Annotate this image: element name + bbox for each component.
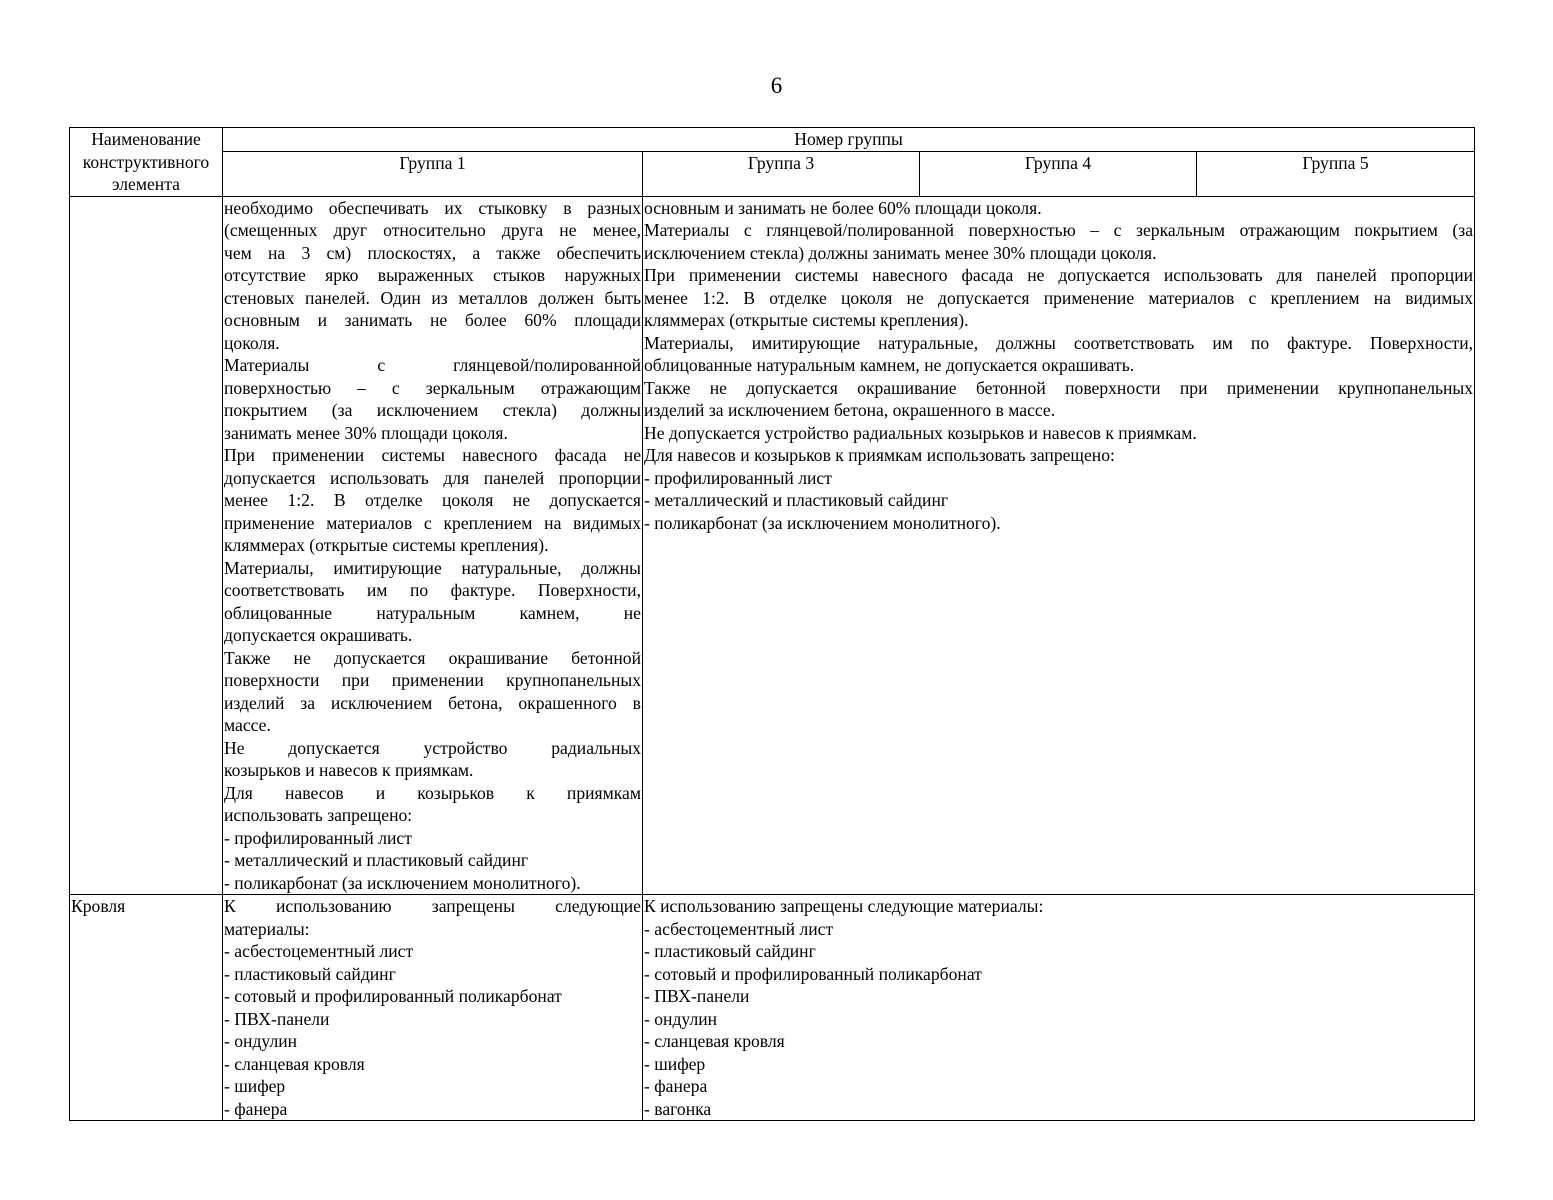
table-header-row-2: [70, 151, 1475, 196]
cell-text-line: - асбестоцементный лист: [644, 918, 834, 939]
cell-text-line: К использованию запрещены следующие материалы:: [644, 896, 1044, 916]
cell-text-line: Не допускается устройство радиальных козырьков и навесов к приямкам.: [644, 422, 1197, 443]
cell-text-line: поверхностью – с зеркальным отражающим: [224, 377, 641, 398]
cell-text-line: Материалы, имитирующие натуральные, должны: [224, 557, 641, 578]
cell-text-line: цоколя.: [224, 332, 280, 353]
cell-text-line: - сланцевая кровля: [644, 1031, 785, 1051]
cell-text-line: - ПВХ-панели: [224, 1008, 330, 1029]
group-1-cell: [223, 196, 643, 895]
cell-text-line: соответствовать им по фактуре. Поверхности,: [224, 580, 641, 600]
cell-text-line: козырьков и навесов к приямкам.: [224, 760, 474, 780]
element-name-header-line: Наименование: [91, 129, 201, 149]
group-1-header: Группа 1: [223, 151, 643, 196]
cell-text-line: - сотовый и профилированный поликарбонат: [224, 986, 562, 1006]
cell-text-line: Также не допускается окрашивание бетонной: [224, 647, 641, 668]
cell-text-line: - профилированный лист: [644, 467, 832, 488]
element-name-header-line: конструктивного: [82, 151, 210, 172]
table-row: [70, 895, 1475, 1121]
cell-text-line: Для навесов и козырьков к приямкам: [224, 782, 641, 803]
cell-text-line: К использованию запрещены следующие: [224, 896, 641, 916]
group-3-header: Группа 3: [643, 151, 920, 196]
cell-text-line: При применении системы навесного фасада не: [224, 445, 641, 465]
group-4-header: Группа 4: [920, 151, 1197, 196]
element-name-header: [70, 128, 223, 197]
cell-text-line: - пластиковый сайдинг: [224, 963, 396, 984]
cell-text-line: - шифер: [644, 1053, 706, 1074]
cell-text-line: (смещенных друг относительно друга не менее,: [224, 220, 641, 240]
group-1-cell: [223, 895, 643, 1121]
cell-text-line: Для навесов и козырьков к приямкам использовать запрещено:: [644, 445, 1115, 465]
cell-text-line: отсутствие ярко выраженных стыков наружных: [224, 265, 641, 285]
cell-text-line: - ПВХ-панели: [644, 986, 750, 1006]
cell-text-line: - ондулин: [644, 1008, 718, 1029]
group-3-5-cell: [643, 196, 1475, 895]
cell-text-line: изделий за исключением бетона, окрашенного в: [224, 692, 641, 713]
cell-text-line: При применении системы навесного фасада не допускается использовать для панелей пропорции: [644, 265, 1474, 285]
cell-text-line: стеновых панелей. Один из металлов должен быть: [224, 287, 641, 308]
cell-text-line: массе.: [224, 715, 271, 735]
cell-text-line: допускается окрашивать.: [224, 625, 413, 645]
cell-text-line: - сотовый и профилированный поликарбонат: [644, 963, 982, 984]
cell-text-line: - металлический и пластиковый сайдинг: [644, 490, 949, 510]
cell-text-line: исключением стекла) должны занимать менее 30% площади цоколя.: [644, 242, 1157, 263]
cell-text-line: поверхности при применении крупнопанельных: [224, 670, 641, 690]
cell-text-line: основным и занимать не более 60% площади: [224, 310, 641, 330]
cell-text-line: Материалы с глянцевой/полированной поверхностью – с зеркальным отражающим покрытием (за: [644, 220, 1474, 240]
cell-text-line: применение материалов с креплением на видимых: [224, 512, 641, 533]
cell-text-line: чем на 3 см) плоскостях, а также обеспечить: [224, 242, 641, 263]
cell-text-line: - пластиковый сайдинг: [644, 941, 816, 961]
cell-text-line: - профилированный лист: [224, 827, 412, 848]
cell-text-line: основным и занимать не более 60% площади цоколя.: [644, 197, 1042, 218]
cell-text-line: менее 1:2. В отделке цоколя не допускается: [224, 490, 641, 510]
cell-text-line: менее 1:2. В отделке цоколя не допускается применение материалов с креплением на видимых: [644, 287, 1474, 308]
cell-text-line: Не допускается устройство радиальных: [224, 737, 641, 758]
table-row: [70, 196, 1475, 895]
cell-text-line: занимать менее 30% площади цоколя.: [224, 422, 508, 443]
cell-text-line: - шифер: [224, 1076, 286, 1096]
cell-text-line: материалы:: [224, 918, 310, 939]
group-number-header: Номер группы: [223, 128, 1475, 152]
cell-text-line: Материалы с глянцевой/полированной: [224, 355, 641, 375]
group-5-header: Группа 5: [1197, 151, 1475, 196]
element-name-header-line: элемента: [112, 174, 180, 194]
element-name-cell: [70, 196, 223, 895]
group-3-5-cell: [643, 895, 1475, 1121]
cell-text-line: использовать запрещено:: [224, 805, 413, 825]
cell-text-line: - асбестоцементный лист: [224, 941, 414, 961]
cell-text-line: Также не допускается окрашивание бетонной поверхности при применении крупнопанельных: [644, 377, 1474, 398]
cell-text-line: - сланцевая кровля: [224, 1053, 365, 1074]
cell-text-line: кляммерах (открытые системы крепления).: [224, 535, 549, 555]
cell-text-line: - фанера: [224, 1098, 288, 1119]
cell-text-line: облицованные натуральным камнем, не допускается окрашивать.: [644, 355, 1135, 375]
cell-text-line: изделий за исключением бетона, окрашенного в массе.: [644, 400, 1056, 420]
cell-text-line: - металлический и пластиковый сайдинг: [224, 850, 529, 870]
cell-text-line: облицованные натуральным камнем, не: [224, 602, 641, 623]
cell-text-line: допускается использовать для панелей пропорции: [224, 467, 641, 488]
cell-text-line: - поликарбонат (за исключением монолитного).: [644, 512, 1001, 533]
cell-text-line: необходимо обеспечивать их стыковку в разных: [224, 197, 641, 218]
cell-text-line: - поликарбонат (за исключением монолитного).: [224, 872, 581, 893]
page-number: 6: [770, 73, 783, 98]
cell-text-line: покрытием (за исключением стекла) должны: [224, 400, 641, 420]
cell-text-line: - фанера: [644, 1076, 708, 1096]
cell-text-line: - вагонка: [644, 1098, 712, 1119]
table-header-row-1: [70, 128, 1475, 152]
requirements-table: [69, 127, 1475, 1121]
cell-text-line: Материалы, имитирующие натуральные, должны соответствовать им по фактуре. Поверхности,: [644, 332, 1474, 353]
cell-text-line: - ондулин: [224, 1031, 298, 1051]
cell-text-line: кляммерах (открытые системы крепления).: [644, 310, 969, 330]
element-name-cell: Кровля: [70, 895, 223, 1121]
